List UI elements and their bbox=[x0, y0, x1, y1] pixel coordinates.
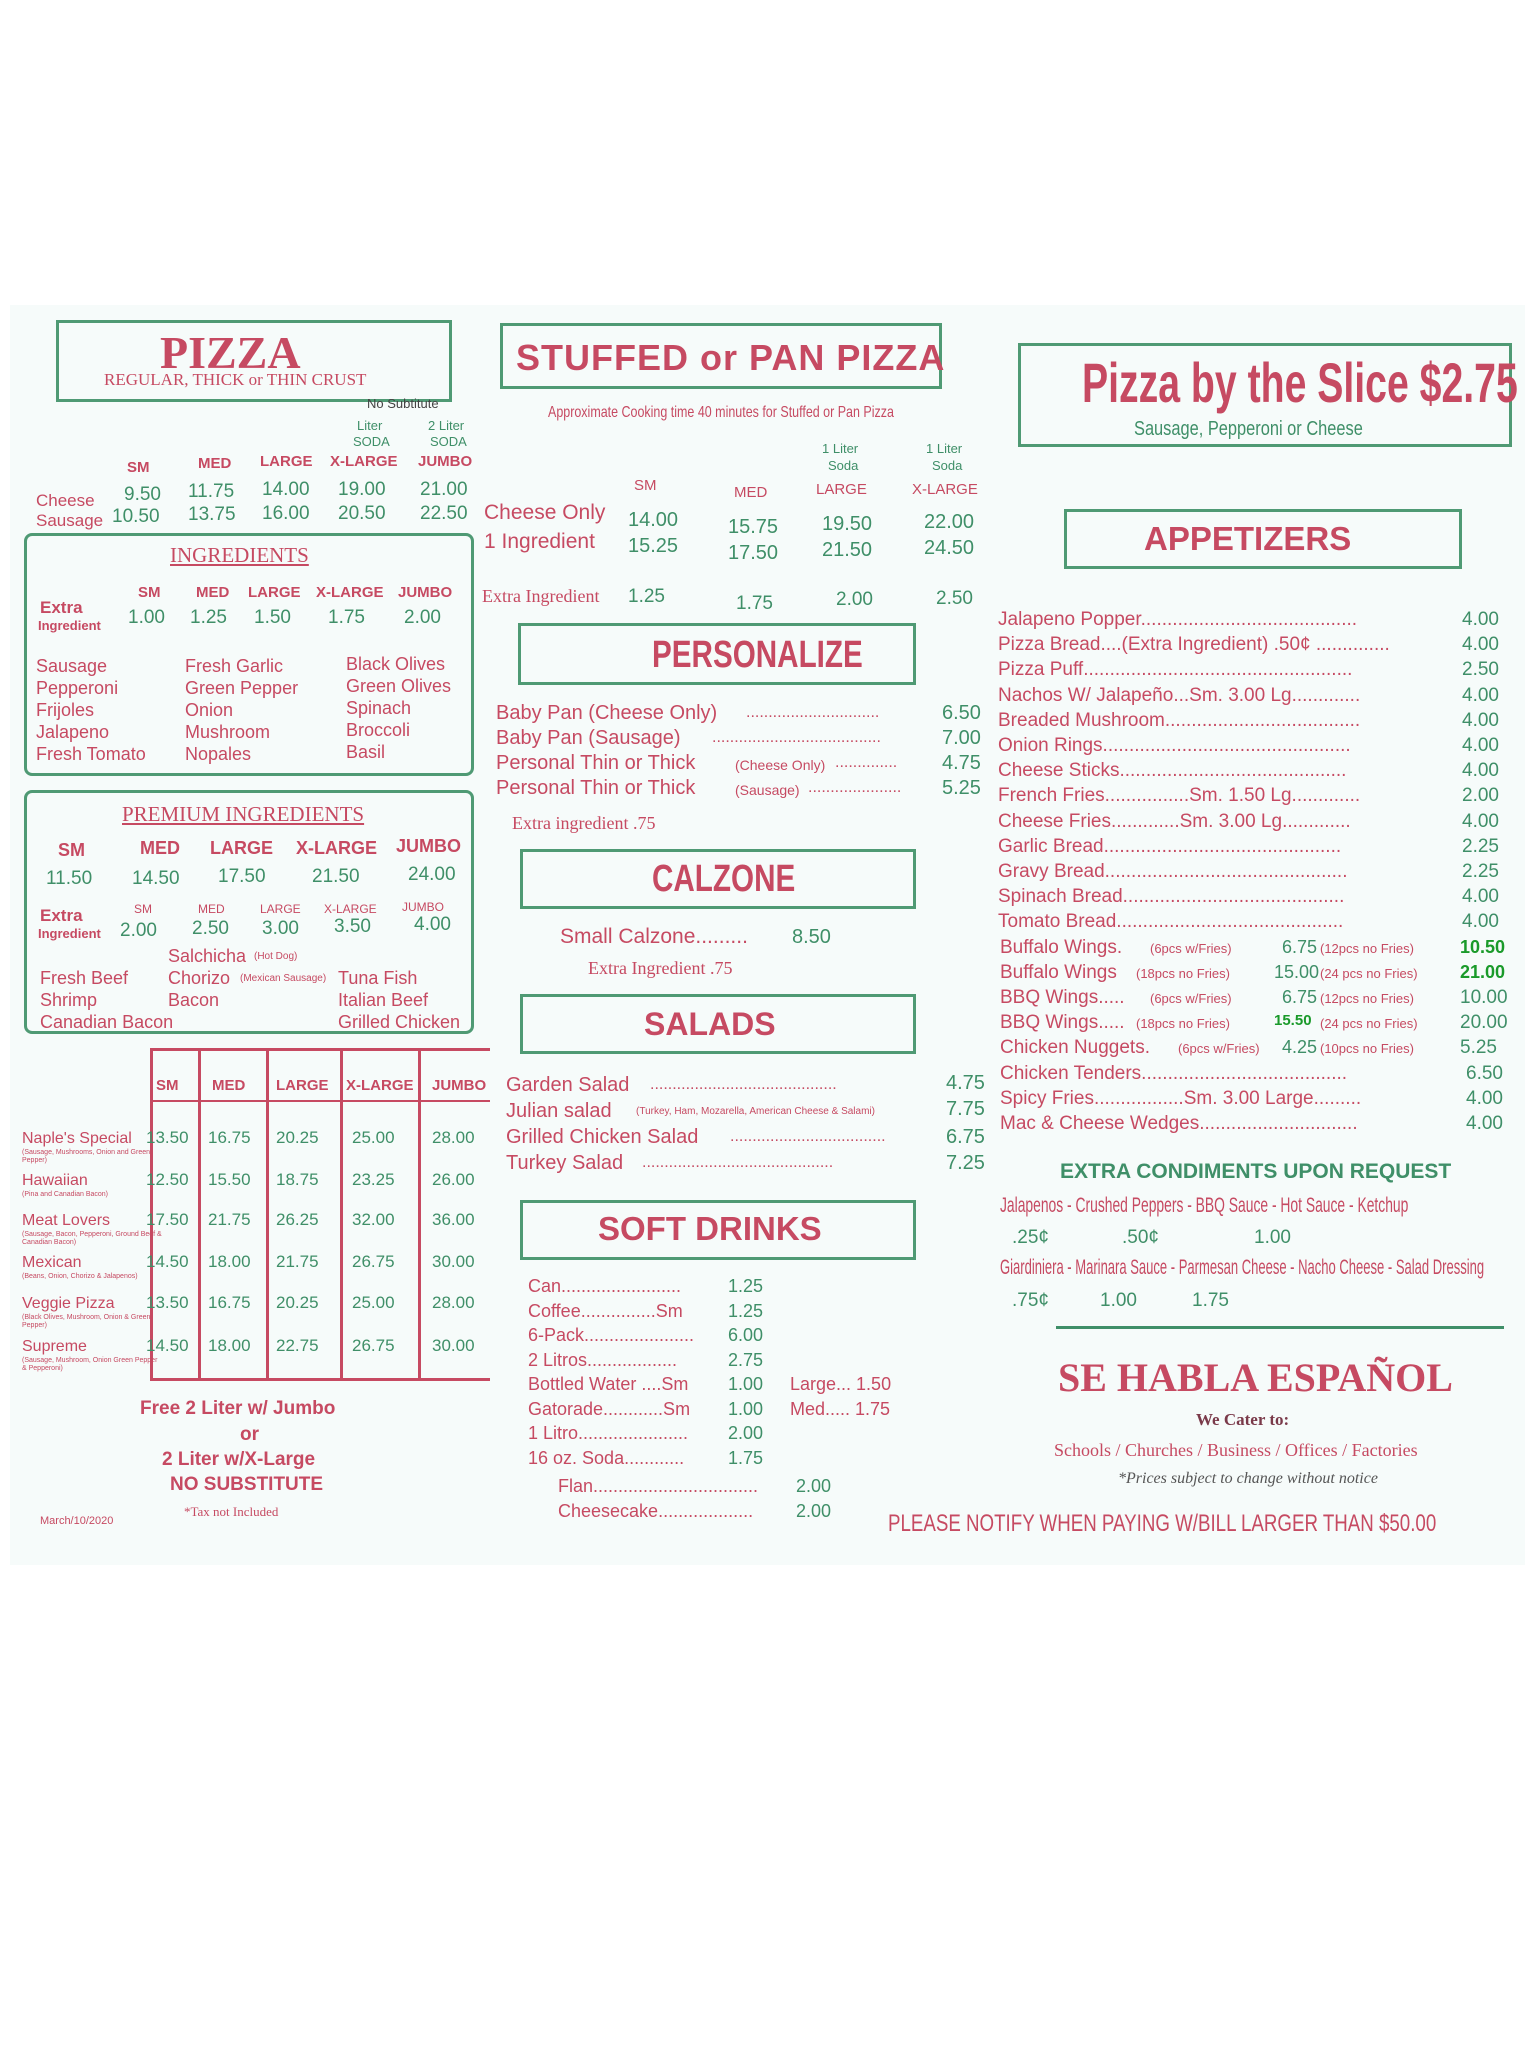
drink-name: 2 Litros.................. bbox=[528, 1349, 678, 1370]
ing-size-jumbo: JUMBO bbox=[398, 584, 453, 601]
soda1-top: Liter bbox=[357, 418, 383, 433]
personalize-name: Personal Thin or Thick bbox=[496, 752, 696, 774]
salad-dots: .......................................... bbox=[650, 1076, 837, 1093]
special-price: 15.50 bbox=[208, 1170, 251, 1189]
stuffed-price: 15.25 bbox=[628, 535, 679, 557]
wings-mid-price: 4.25 bbox=[1282, 1037, 1318, 1058]
drink-name: Coffee...............Sm bbox=[528, 1300, 683, 1321]
stuffed-price: 19.50 bbox=[822, 513, 873, 535]
drink-price: 1.75 bbox=[728, 1447, 764, 1468]
we-cater-to: We Cater to: bbox=[1196, 1410, 1290, 1429]
appetizer-price: 6.50 bbox=[1466, 1062, 1503, 1084]
condiment-price: 1.00 bbox=[1100, 1290, 1137, 1311]
drink-name: 6-Pack...................... bbox=[528, 1325, 695, 1345]
wings-note: (24 pcs no Fries) bbox=[1320, 1016, 1418, 1032]
wings-note: (6pcs w/Fries) bbox=[1150, 940, 1232, 956]
stuffed-price: 24.50 bbox=[924, 537, 975, 559]
stuffed-soda1-bot: Soda bbox=[828, 458, 859, 473]
wings-name: Buffalo Wings. bbox=[1000, 936, 1123, 958]
drink-extra: Med..... 1.75 bbox=[790, 1398, 891, 1419]
salad-dots: ........................................... bbox=[642, 1154, 834, 1171]
condiment-price: .25¢ bbox=[1012, 1227, 1049, 1248]
appetizer-name: Breaded Mushroom..................................... bbox=[998, 709, 1361, 731]
wings-price: 21.00 bbox=[1460, 961, 1506, 982]
pizza-title: PIZZA bbox=[160, 327, 301, 378]
premium-item-chorizo: Chorizo bbox=[168, 968, 231, 988]
stuffed-subtitle: Approximate Cooking time 40 minutes for Stuffed or Pan Pizza bbox=[548, 404, 894, 421]
premium-item: Canadian Bacon bbox=[40, 1012, 174, 1032]
pizza-size-sm: SM bbox=[127, 459, 150, 476]
special-price: 14.50 bbox=[146, 1252, 189, 1271]
special-price: 18.00 bbox=[208, 1252, 251, 1271]
wings-note: (18pcs no Fries) bbox=[1136, 1016, 1230, 1032]
prem-price: 21.50 bbox=[312, 866, 360, 887]
appetizer-price: 4.00 bbox=[1462, 684, 1499, 706]
stuffed-row-name: Cheese Only bbox=[484, 501, 606, 524]
dessert-name: Flan................................. bbox=[558, 1476, 759, 1496]
special-price: 28.00 bbox=[432, 1128, 475, 1147]
personalize-dots: ...................................... bbox=[712, 729, 881, 746]
drink-extra: Large... 1.50 bbox=[790, 1374, 892, 1394]
prem-size-large: LARGE bbox=[210, 838, 273, 858]
pizza-size-jumbo: JUMBO bbox=[418, 453, 473, 470]
free-liter-xlarge: 2 Liter w/X-Large bbox=[162, 1449, 316, 1470]
prem-extra-size: LARGE bbox=[260, 902, 301, 916]
salad-price: 4.75 bbox=[946, 1072, 985, 1094]
wings-price: 10.00 bbox=[1460, 987, 1508, 1008]
salad-dots: ................................... bbox=[730, 1128, 886, 1145]
ingredient-item: Broccoli bbox=[346, 720, 411, 740]
wings-mid-price: 6.75 bbox=[1282, 987, 1318, 1007]
prices-note: *Prices subject to change without notice bbox=[1118, 1470, 1378, 1487]
calzone-price: 8.50 bbox=[792, 926, 831, 948]
special-note: (Sausage, Mushroom, Onion Green Pepper & Pepperoni) bbox=[22, 1357, 158, 1372]
condiment-price: 1.00 bbox=[1254, 1227, 1291, 1248]
ing-extra-price: 1.00 bbox=[128, 607, 165, 628]
pizza-size-large: LARGE bbox=[260, 453, 313, 470]
prem-price: 17.50 bbox=[218, 866, 266, 887]
special-price: 36.00 bbox=[432, 1210, 475, 1229]
tax-note: *Tax not Included bbox=[184, 1504, 279, 1519]
wings-name: BBQ Wings..... bbox=[1000, 987, 1125, 1008]
prem-extra-sub: Ingredient bbox=[38, 926, 101, 941]
stuffed-extra-label: Extra Ingredient bbox=[482, 586, 600, 606]
stuffed-extra-price: 1.75 bbox=[736, 593, 773, 614]
premium-item: Grilled Chicken bbox=[338, 1012, 461, 1032]
appetizer-price: 2.25 bbox=[1462, 861, 1499, 882]
special-price: 26.75 bbox=[352, 1336, 395, 1355]
drink-name: 1 Litro...................... bbox=[528, 1423, 689, 1443]
salad-name: Grilled Chicken Salad bbox=[506, 1126, 699, 1148]
wings-note: (12pcs no Fries) bbox=[1320, 940, 1414, 956]
stuffed-extra-price: 2.00 bbox=[836, 589, 873, 610]
calzone-extra: Extra Ingredient .75 bbox=[588, 958, 733, 978]
condiment-price: .50¢ bbox=[1122, 1227, 1159, 1248]
drink-price: 1.00 bbox=[728, 1398, 764, 1419]
salad-price: 6.75 bbox=[946, 1126, 985, 1148]
menu-date: March/10/2020 bbox=[40, 1515, 114, 1527]
drink-name: Bottled Water ....Sm bbox=[528, 1374, 689, 1394]
stuffed-size-sm: SM bbox=[634, 477, 657, 494]
special-name: Hawaiian bbox=[22, 1172, 88, 1189]
stuffed-title: STUFFED or PAN PIZZA bbox=[516, 337, 946, 378]
dessert-price: 2.00 bbox=[796, 1476, 832, 1496]
spec-size-jumbo: JUMBO bbox=[432, 1077, 487, 1094]
spec-size-large: LARGE bbox=[276, 1077, 329, 1094]
special-name: Naple's Special bbox=[22, 1130, 132, 1147]
personalize-note: (Sausage) bbox=[735, 782, 800, 798]
condiment-price: .75¢ bbox=[1012, 1290, 1049, 1311]
personalize-name: Personal Thin or Thick bbox=[496, 777, 696, 799]
stuffed-soda1-top: 1 Liter bbox=[822, 441, 859, 456]
ingredient-item: Black Olives bbox=[346, 654, 446, 674]
appetizer-name: Spicy Fries.................Sm. 3.00 Large......... bbox=[1000, 1087, 1362, 1109]
appetizer-name: Cheese Sticks........................................... bbox=[998, 760, 1347, 782]
notify-bill: PLEASE NOTIFY WHEN PAYING W/BILL LARGER THAN $50.00 bbox=[888, 1510, 1437, 1537]
appetizer-name: Jalapeno Popper......................................... bbox=[998, 609, 1358, 630]
special-price: 17.50 bbox=[146, 1210, 189, 1229]
stuffed-row-name: 1 Ingredient bbox=[484, 530, 595, 553]
appetizer-name: Spinach Bread.......................................... bbox=[998, 886, 1345, 908]
ing-size-med: MED bbox=[196, 584, 230, 601]
appetizer-price: 4.00 bbox=[1462, 911, 1499, 933]
appetizer-price: 4.00 bbox=[1466, 1113, 1503, 1134]
ing-extra-price: 1.50 bbox=[254, 607, 291, 628]
special-name: Meat Lovers bbox=[22, 1212, 111, 1229]
special-note: (Sausage, Mushrooms, Onion and Green Pepper) bbox=[22, 1149, 151, 1164]
ingredients-title: INGREDIENTS bbox=[170, 543, 309, 567]
appetizer-name: Chicken Tenders....................................... bbox=[1000, 1062, 1348, 1084]
appetizer-name: Pizza Puff................................................... bbox=[998, 659, 1353, 681]
slice-title: Pizza by the Slice $2.75 bbox=[1082, 351, 1518, 414]
special-note: (Black Olives, Mushroom, Onion & Green Pepper) bbox=[22, 1314, 151, 1329]
appetizer-name: Nachos W/ Jalapeño...Sm. 3.00 Lg............. bbox=[998, 684, 1361, 706]
appetizer-price: 2.25 bbox=[1462, 835, 1499, 857]
personalize-price: 6.50 bbox=[942, 702, 981, 724]
wings-name: Buffalo Wings bbox=[1000, 961, 1117, 983]
ingredient-item: Spinach bbox=[346, 698, 412, 718]
special-price: 32.00 bbox=[352, 1210, 395, 1229]
special-price: 20.25 bbox=[276, 1128, 319, 1147]
prem-size-sm: SM bbox=[58, 840, 85, 860]
slice-subtitle: Sausage, Pepperoni or Cheese bbox=[1134, 418, 1363, 440]
ingredient-item: Nopales bbox=[185, 744, 252, 764]
pizza-subtitle: REGULAR, THICK or THIN CRUST bbox=[104, 370, 367, 389]
pizza-row-name: Cheese bbox=[36, 491, 95, 510]
personalize-name: Baby Pan (Sausage) bbox=[496, 727, 681, 749]
personalize-dots: .............. bbox=[835, 754, 898, 771]
special-price: 25.00 bbox=[352, 1293, 395, 1312]
spec-size-med: MED bbox=[212, 1077, 246, 1094]
soda2-top: 2 Liter bbox=[428, 418, 465, 433]
special-price: 26.75 bbox=[352, 1252, 395, 1271]
special-name: Supreme bbox=[22, 1338, 87, 1355]
stuffed-size-large: LARGE bbox=[816, 481, 867, 498]
ingredient-item: Pepperoni bbox=[36, 678, 119, 698]
pizza-price: 11.75 bbox=[188, 481, 235, 502]
wings-mid-price: 15.00 bbox=[1274, 961, 1320, 982]
special-name: Mexican bbox=[22, 1254, 82, 1271]
prem-extra-price: 3.00 bbox=[262, 918, 299, 939]
prem-extra-price: 2.00 bbox=[120, 920, 157, 941]
ing-extra-price: 1.25 bbox=[190, 607, 227, 628]
stuffed-price: 15.75 bbox=[728, 516, 779, 538]
appetizer-name: Tomato Bread........................................... bbox=[998, 911, 1344, 933]
ingredient-item: Onion bbox=[185, 700, 234, 720]
ing-extra-label: Extra bbox=[40, 598, 83, 617]
premium-item: Italian Beef bbox=[338, 990, 429, 1010]
salads-title: SALADS bbox=[644, 1006, 776, 1042]
prem-extra-size: X-LARGE bbox=[324, 902, 377, 916]
pizza-price: 21.00 bbox=[420, 479, 468, 500]
special-price: 18.75 bbox=[276, 1170, 319, 1189]
personalize-extra: Extra ingredient .75 bbox=[512, 813, 656, 833]
special-price: 30.00 bbox=[432, 1336, 475, 1355]
spec-size-xlarge: X-LARGE bbox=[346, 1077, 414, 1094]
pizza-price: 20.50 bbox=[338, 503, 386, 524]
drink-price: 1.25 bbox=[728, 1276, 764, 1296]
appetizer-price: 4.00 bbox=[1462, 709, 1499, 731]
free-or: or bbox=[240, 1424, 259, 1445]
appetizer-price: 4.00 bbox=[1462, 634, 1499, 656]
stuffed-size-med: MED bbox=[734, 484, 768, 501]
salad-name: Turkey Salad bbox=[506, 1152, 624, 1174]
wings-mid-price: 6.75 bbox=[1282, 936, 1318, 957]
pizza-price: 19.00 bbox=[338, 479, 386, 500]
prem-price: 14.50 bbox=[132, 868, 180, 889]
premium-item: Fresh Beef bbox=[40, 968, 129, 988]
special-note: (Pina and Canadian Bacon) bbox=[22, 1191, 109, 1198]
dessert-price: 2.00 bbox=[796, 1501, 832, 1521]
pizza-row-name: Sausage bbox=[36, 511, 104, 530]
condiment-price: 1.75 bbox=[1192, 1290, 1229, 1311]
personalize-note: (Cheese Only) bbox=[735, 757, 826, 773]
wings-note: (6pcs w/Fries) bbox=[1178, 1041, 1260, 1057]
ing-extra-price: 2.00 bbox=[404, 607, 441, 628]
ing-size-sm: SM bbox=[138, 584, 161, 601]
drink-price: 1.25 bbox=[728, 1300, 764, 1321]
wings-note: (18pcs no Fries) bbox=[1136, 965, 1230, 981]
special-price: 28.00 bbox=[432, 1293, 475, 1312]
pizza-size-xlarge: X-LARGE bbox=[330, 453, 398, 470]
salad-note: (Turkey, Ham, Mozarella, American Cheese & Salami) bbox=[636, 1106, 875, 1117]
ingredient-item: Green Olives bbox=[346, 676, 452, 696]
prem-extra-size: MED bbox=[198, 902, 225, 916]
ing-size-large: LARGE bbox=[248, 584, 301, 601]
premium-item-bacon: Bacon bbox=[168, 990, 220, 1010]
calzone-item: Small Calzone......... bbox=[560, 925, 748, 948]
salad-price: 7.25 bbox=[946, 1152, 985, 1174]
drink-price: 1.00 bbox=[728, 1374, 764, 1394]
appetizer-name: Mac & Cheese Wedges.............................. bbox=[1000, 1113, 1358, 1134]
prem-size-xlarge: X-LARGE bbox=[296, 838, 377, 858]
drinks-title: SOFT DRINKS bbox=[598, 1210, 822, 1247]
appetizer-name: Pizza Bread....(Extra Ingredient) .50¢ .............. bbox=[998, 634, 1390, 656]
pizza-price: 22.50 bbox=[420, 503, 468, 524]
condiments-line1: Jalapenos - Crushed Peppers - BBQ Sauce - Hot Sauce - Ketchup bbox=[1000, 1194, 1409, 1217]
condiments-line2: Giardiniera - Marinara Sauce - Parmesan Cheese - Nacho Cheese - Salad Dressing bbox=[1000, 1256, 1485, 1279]
cater-list: Schools / Churches / Business / Offices / Factories bbox=[1054, 1440, 1418, 1460]
salad-price: 7.75 bbox=[946, 1098, 985, 1120]
special-price: 16.75 bbox=[208, 1128, 251, 1147]
appetizer-price: 4.00 bbox=[1462, 735, 1499, 756]
drink-price: 2.75 bbox=[728, 1349, 764, 1370]
ingredient-item: Sausage bbox=[36, 656, 108, 676]
pizza-size-med: MED bbox=[198, 455, 232, 472]
special-price: 21.75 bbox=[208, 1210, 251, 1229]
salad-name: Julian salad bbox=[506, 1100, 612, 1122]
pizza-price: 9.50 bbox=[124, 484, 161, 505]
premium-item-note: (Mexican Sausage) bbox=[240, 973, 327, 984]
wings-mid-price: 15.50 bbox=[1274, 1012, 1312, 1030]
special-price: 23.25 bbox=[352, 1170, 395, 1189]
ingredient-item: Fresh Tomato bbox=[36, 744, 146, 764]
footer-divider bbox=[1056, 1326, 1504, 1329]
premium-item: Shrimp bbox=[40, 990, 98, 1010]
no-substitute-note: No Subtitute bbox=[367, 396, 439, 411]
ing-extra-price: 1.75 bbox=[328, 607, 365, 628]
prem-size-med: MED bbox=[140, 838, 180, 858]
wings-note: (24 pcs no Fries) bbox=[1320, 965, 1418, 981]
appetizers-title: APPETIZERS bbox=[1144, 520, 1352, 557]
calzone-title: CALZONE bbox=[652, 858, 796, 900]
personalize-name: Baby Pan (Cheese Only) bbox=[496, 702, 718, 724]
prem-extra-price: 2.50 bbox=[192, 918, 229, 939]
wings-name: BBQ Wings..... bbox=[1000, 1012, 1125, 1034]
premium-item-note: (Hot Dog) bbox=[254, 951, 298, 962]
special-note: (Sausage, Bacon, Pepperoni, Ground Beef & Canadian Bacon) bbox=[22, 1231, 162, 1246]
wings-price: 20.00 bbox=[1460, 1012, 1508, 1034]
stuffed-size-xlarge: X-LARGE bbox=[912, 481, 978, 498]
special-price: 30.00 bbox=[432, 1252, 475, 1271]
drink-price: 2.00 bbox=[728, 1423, 764, 1443]
appetizer-price: 4.00 bbox=[1466, 1087, 1503, 1109]
prem-extra-label: Extra bbox=[40, 906, 83, 925]
prem-extra-price: 3.50 bbox=[334, 916, 371, 937]
stuffed-price: 22.00 bbox=[924, 511, 975, 533]
prem-price: 11.50 bbox=[46, 868, 93, 889]
appetizer-name: Cheese Fries.............Sm. 3.00 Lg............. bbox=[998, 810, 1351, 832]
wings-price: 5.25 bbox=[1460, 1037, 1497, 1059]
ing-size-xlarge: X-LARGE bbox=[316, 584, 384, 601]
wings-name: Chicken Nuggets. bbox=[1000, 1037, 1150, 1059]
stuffed-price: 14.00 bbox=[628, 509, 679, 531]
special-price: 13.50 bbox=[146, 1293, 189, 1312]
premium-item: Tuna Fish bbox=[338, 968, 418, 988]
ingredient-item: Mushroom bbox=[185, 722, 271, 742]
premium-item-salchicha: Salchicha bbox=[168, 946, 247, 966]
stuffed-price: 17.50 bbox=[728, 542, 779, 564]
pizza-price: 10.50 bbox=[112, 506, 160, 527]
prem-price: 24.00 bbox=[408, 864, 456, 885]
special-price: 26.00 bbox=[432, 1170, 475, 1189]
special-price: 18.00 bbox=[208, 1336, 251, 1355]
special-price: 14.50 bbox=[146, 1336, 189, 1355]
salad-name: Garden Salad bbox=[506, 1074, 630, 1096]
special-price: 26.25 bbox=[276, 1210, 319, 1229]
stuffed-soda2-bot: Soda bbox=[932, 458, 963, 473]
appetizer-price: 4.00 bbox=[1462, 886, 1499, 908]
spec-size-sm: SM bbox=[156, 1077, 179, 1094]
special-price: 25.00 bbox=[352, 1128, 395, 1147]
free-liter-jumbo: Free 2 Liter w/ Jumbo bbox=[140, 1398, 336, 1419]
drink-name: Gatorade............Sm bbox=[528, 1398, 691, 1419]
no-substitute: NO SUBSTITUTE bbox=[170, 1474, 324, 1495]
pizza-price: 13.75 bbox=[188, 504, 236, 525]
personalize-title: PERSONALIZE bbox=[652, 634, 863, 676]
ing-extra-sub: Ingredient bbox=[38, 618, 101, 633]
prem-extra-price: 4.00 bbox=[414, 914, 451, 935]
soda1-bot: SODA bbox=[353, 434, 390, 449]
stuffed-extra-price: 2.50 bbox=[936, 588, 973, 609]
wings-note: (12pcs no Fries) bbox=[1320, 991, 1414, 1006]
appetizer-price: 2.00 bbox=[1462, 785, 1499, 807]
personalize-price: 5.25 bbox=[942, 777, 981, 799]
special-price: 12.50 bbox=[146, 1170, 189, 1189]
premium-title: PREMIUM INGREDIENTS bbox=[122, 802, 365, 826]
prem-extra-size: SM bbox=[134, 902, 152, 916]
dessert-name: Cheesecake................... bbox=[558, 1501, 754, 1521]
special-price: 20.25 bbox=[276, 1293, 319, 1312]
pizza-price: 14.00 bbox=[262, 479, 310, 500]
special-price: 21.75 bbox=[276, 1252, 319, 1271]
appetizer-name: Garlic Bread............................................. bbox=[998, 835, 1342, 857]
pizza-price: 16.00 bbox=[262, 503, 310, 524]
personalize-price: 7.00 bbox=[942, 727, 981, 749]
ingredient-item: Jalapeno bbox=[36, 722, 110, 742]
personalize-dots: .............................. bbox=[746, 704, 880, 721]
stuffed-soda2-top: 1 Liter bbox=[926, 441, 963, 456]
drink-name: Can........................ bbox=[528, 1276, 682, 1296]
personalize-dots: ..................... bbox=[808, 779, 902, 796]
special-price: 22.75 bbox=[276, 1336, 319, 1355]
ingredient-item: Fresh Garlic bbox=[185, 656, 284, 676]
special-price: 13.50 bbox=[146, 1128, 189, 1147]
appetizer-price: 2.50 bbox=[1462, 659, 1499, 681]
stuffed-extra-price: 1.25 bbox=[628, 586, 665, 607]
se-habla-espanol: SE HABLA ESPAÑOL bbox=[1058, 1355, 1453, 1400]
soda2-bot: SODA bbox=[430, 434, 467, 449]
appetizer-price: 4.00 bbox=[1462, 609, 1499, 630]
ingredient-item: Frijoles bbox=[36, 700, 95, 720]
appetizer-price: 4.00 bbox=[1462, 810, 1499, 832]
appetizer-price: 4.00 bbox=[1462, 760, 1499, 782]
special-name: Veggie Pizza bbox=[22, 1295, 115, 1312]
appetizer-name: French Fries................Sm. 1.50 Lg............. bbox=[998, 785, 1361, 807]
prem-extra-size: JUMBO bbox=[402, 900, 444, 914]
prem-size-jumbo: JUMBO bbox=[396, 836, 462, 856]
drink-price: 6.00 bbox=[728, 1325, 764, 1345]
condiments-title: EXTRA CONDIMENTS UPON REQUEST bbox=[1060, 1160, 1452, 1183]
ingredient-item: Green Pepper bbox=[185, 678, 299, 698]
personalize-price: 4.75 bbox=[942, 752, 981, 774]
wings-price: 10.50 bbox=[1460, 936, 1506, 957]
ingredient-item: Basil bbox=[346, 742, 386, 762]
wings-note: (6pcs w/Fries) bbox=[1150, 991, 1232, 1006]
appetizer-name: Gravy Bread.............................................. bbox=[998, 861, 1348, 882]
special-note: (Beans, Onion, Chorizo & Jalapenos) bbox=[22, 1273, 138, 1280]
stuffed-price: 21.50 bbox=[822, 539, 873, 561]
appetizer-name: Onion Rings............................................... bbox=[998, 735, 1351, 756]
drink-name: 16 oz. Soda............ bbox=[528, 1447, 685, 1468]
special-price: 16.75 bbox=[208, 1293, 251, 1312]
wings-note: (10pcs no Fries) bbox=[1320, 1041, 1414, 1057]
